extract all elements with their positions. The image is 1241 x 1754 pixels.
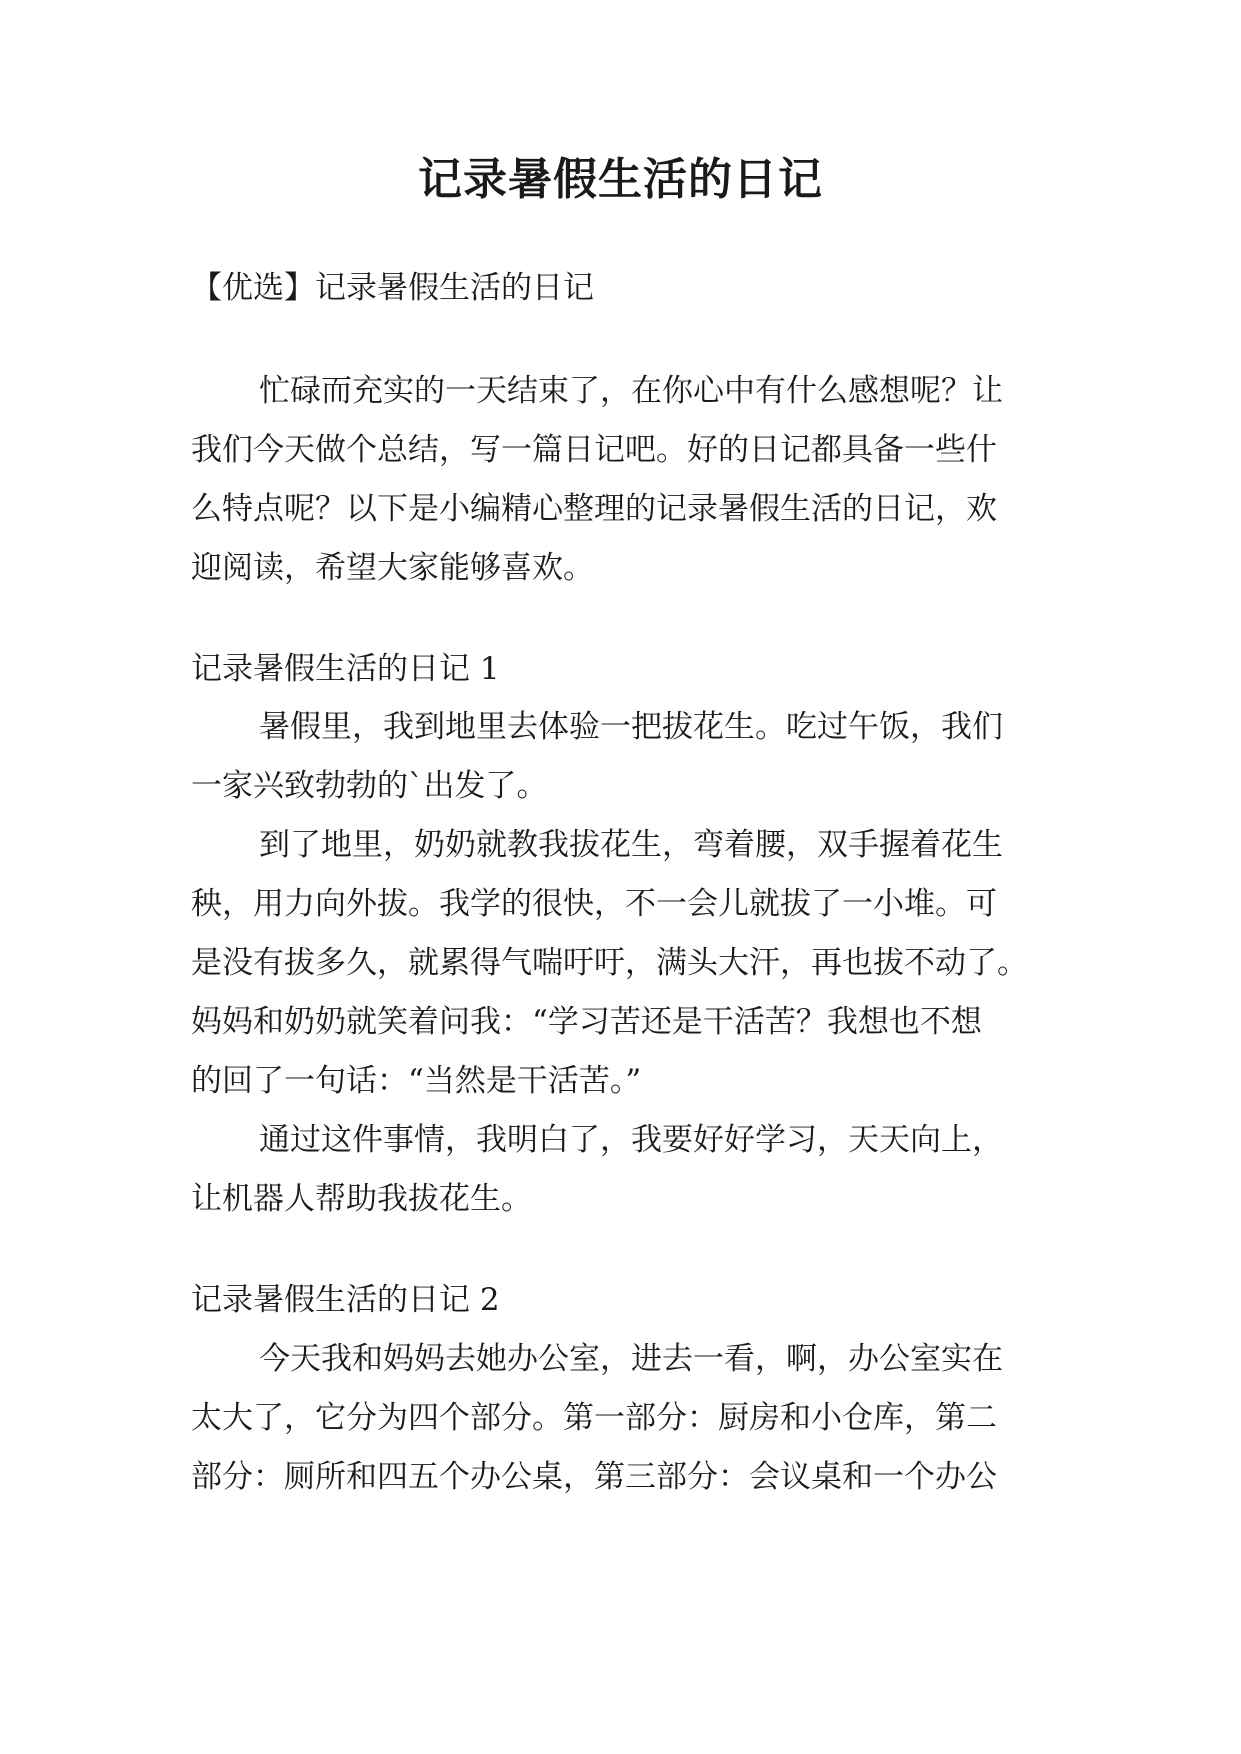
paragraph-line: 是没有拔多久，就累得气喘吁吁，满头大汗，再也拔不动了。	[191, 945, 1028, 981]
section-heading: 记录暑假生活的日记 2	[191, 1282, 500, 1318]
intro-line: 迎阅读，希望大家能够喜欢。	[191, 550, 594, 586]
paragraph-line: 通过这件事情，我明白了，我要好好学习，天天向上，	[259, 1122, 1003, 1158]
paragraph-line: 到了地里，奶奶就教我拔花生，弯着腰，双手握着花生	[259, 827, 1003, 863]
intro-line: 么特点呢？以下是小编精心整理的记录暑假生活的日记，欢	[191, 491, 997, 527]
paragraph-line: 太大了，它分为四个部分。第一部分：厨房和小仓库，第二	[191, 1400, 997, 1436]
intro-line: 忙碌而充实的一天结束了，在你心中有什么感想呢？让	[259, 373, 1003, 409]
paragraph-line: 妈妈和奶奶就笑着问我：“学习苦还是干活苦？我想也不想	[191, 1004, 982, 1040]
paragraph-line: 今天我和妈妈去她办公室，进去一看，啊，办公室实在	[259, 1341, 1003, 1377]
document-title: 记录暑假生活的日记	[418, 154, 823, 205]
paragraph-line: 让机器人帮助我拔花生。	[191, 1181, 532, 1217]
document-subtitle: 【优选】记录暑假生活的日记	[191, 270, 594, 306]
paragraph-line: 暑假里，我到地里去体验一把拔花生。吃过午饭，我们	[259, 709, 1003, 745]
intro-line: 我们今天做个总结，写一篇日记吧。好的日记都具备一些什	[191, 432, 997, 468]
paragraph-line: 的回了一句话：“当然是干活苦。”	[191, 1063, 642, 1099]
section-heading: 记录暑假生活的日记 1	[191, 651, 500, 687]
paragraph-line: 部分：厕所和四五个办公桌，第三部分：会议桌和一个办公	[191, 1459, 997, 1495]
paragraph-line: 一家兴致勃勃的`出发了。	[191, 768, 548, 804]
paragraph-line: 秧，用力向外拔。我学的很快，不一会儿就拔了一小堆。可	[191, 886, 997, 922]
